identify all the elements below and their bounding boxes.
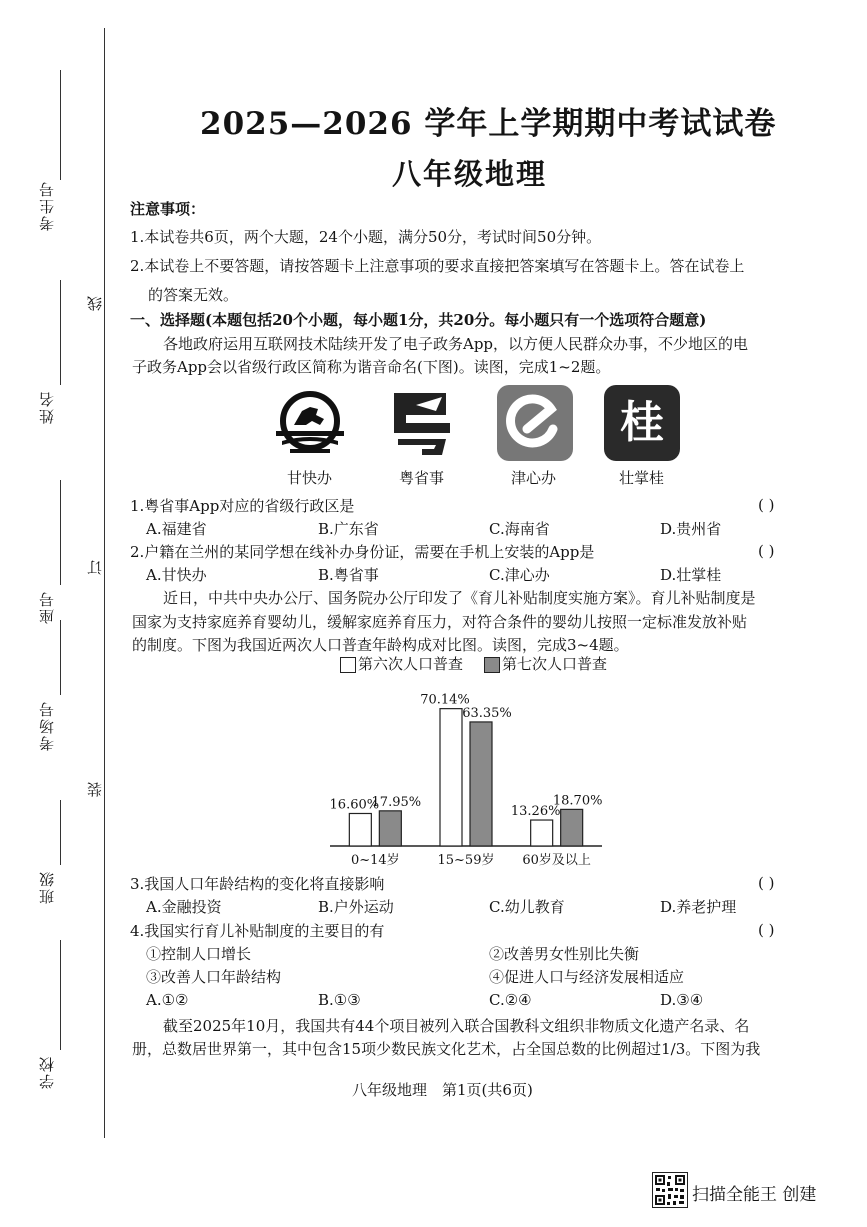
q2-answer-paren: ( ): [758, 542, 775, 560]
data-label-sixth-2: 13.26%: [510, 804, 561, 820]
data-label-sixth-0: 16.60%: [329, 797, 380, 813]
notes-heading: 注意事项：: [130, 200, 206, 218]
bar-seventh-0: [379, 811, 401, 846]
legend-swatch-sixth: [340, 657, 356, 673]
data-label-seventh-0: 17.95%: [371, 794, 422, 810]
class-field[interactable]: [60, 800, 61, 865]
q3-option-c: C.幼儿教育: [489, 898, 565, 916]
q3-option-d: D.养老护理: [660, 898, 737, 916]
q4-option-c: C.②④: [489, 991, 532, 1009]
intro-line-1: 各地政府运用互联网技术陆续开发了电子政务App，以方便人民群众办事，不少地区的电: [163, 335, 749, 353]
page-footer: 八年级地理 第1页(共6页): [352, 1081, 533, 1099]
passage3-line-2: 册，总数居世界第一，其中包含15项少数民族文化艺术，占全国总数的比例超过1/3。下图为我: [132, 1040, 761, 1058]
passage3-line-1: 截至2025年10月，我国共有44个项目被列入联合国教科文组织非物质文化遗产名录、名: [163, 1017, 750, 1035]
seat-no-field[interactable]: [60, 480, 61, 585]
q4-option-a: A.①②: [146, 991, 189, 1009]
bar-seventh-2: [561, 809, 583, 846]
q1-answer-paren: ( ): [758, 496, 775, 514]
q1-option-a: A.福建省: [146, 520, 207, 538]
intro-line-2: 子政务App会以省级行政区简称为谐音命名(下图)。读图，完成1~2题。: [132, 358, 611, 376]
q4-stem: 4.我国实行育儿补贴制度的主要目的有: [130, 922, 385, 940]
q2-option-b: B.粤省事: [318, 566, 379, 584]
section-heading: 一、选择题(本题包括20个小题，每小题1分，共20分。每小题只有一个选项符合题意): [130, 311, 707, 329]
class-label: 班级: [38, 870, 56, 904]
gui-logo-glyph: 桂: [620, 397, 664, 448]
data-label-sixth-1: 70.14%: [420, 692, 470, 708]
seat-no-label: 座号: [38, 590, 56, 624]
legend-swatch-seventh: [484, 657, 500, 673]
q1-option-c: C.海南省: [489, 520, 550, 538]
name-field[interactable]: [60, 280, 61, 385]
yue-logo-icon: [386, 385, 462, 461]
q2-stem: 2.户籍在兰州的某同学想在线补办身份证，需要在手机上安装的App是: [130, 543, 595, 561]
app-label-yue: 粤省事: [399, 469, 445, 487]
notes-item-2-cont: 的答案无效。: [148, 286, 239, 304]
category-label-2: 60岁及以上: [522, 853, 591, 868]
horse-logo-icon: [272, 385, 348, 461]
legend-label-seventh: 第七次人口普查: [502, 655, 608, 673]
bar-seventh-1: [470, 722, 492, 846]
q3-option-b: B.户外运动: [318, 898, 394, 916]
app-label-gan: 甘快办: [287, 469, 333, 487]
q4-answer-paren: ( ): [758, 921, 775, 939]
exam-no-label: 考生号: [38, 180, 56, 231]
exam-no-field[interactable]: [60, 70, 61, 180]
scanner-watermark: 扫描全能王 创建: [692, 1185, 817, 1205]
q1-option-d: D.贵州省: [660, 520, 722, 538]
q1-option-b: B.广东省: [318, 520, 379, 538]
q3-answer-paren: ( ): [758, 874, 775, 892]
name-label: 姓名: [38, 390, 56, 424]
notes-item-2: 2.本试卷上不要答题，请按答题卡上注意事项的要求直接把答案填写在答题卡上。答在试卷上: [130, 257, 745, 275]
cut-mark-zhuang: 装: [86, 782, 104, 797]
e-logo-icon: [497, 385, 573, 461]
school-field[interactable]: [60, 940, 61, 1050]
age-structure-chart: [320, 680, 620, 870]
exam-subtitle: 八年级地理: [392, 157, 548, 191]
q2-option-c: C.津心办: [489, 566, 550, 584]
bar-sixth-0: [349, 813, 371, 846]
passage2-line-2: 国家为支持家庭养育婴幼儿，缓解家庭养育压力，对符合条件的婴幼儿按照一定标准发放补贴: [132, 613, 748, 631]
q4-item-4: ④促进人口与经济发展相适应: [489, 968, 685, 986]
q2-option-a: A.甘快办: [146, 566, 207, 584]
bar-sixth-2: [531, 820, 553, 846]
passage2-line-3: 的制度。下图为我国近两次人口普查年龄构成对比图。读图，完成3~4题。: [132, 636, 629, 654]
data-label-seventh-2: 18.70%: [552, 793, 603, 809]
app-label-gui: 壮掌桂: [619, 469, 665, 487]
app-label-jin: 津心办: [511, 469, 557, 487]
q4-item-1: ①控制人口增长: [146, 945, 252, 963]
q4-item-3: ③改善人口年龄结构: [146, 968, 282, 986]
bar-sixth-1: [440, 709, 462, 846]
q2-option-d: D.壮掌桂: [660, 566, 722, 584]
qr-code-icon: [652, 1172, 688, 1208]
cut-mark-xian: 线: [86, 296, 104, 311]
q4-option-d: D.③④: [660, 991, 704, 1009]
passage2-line-1: 近日，中共中央办公厅、国务院办公厅印发了《育儿补贴制度实施方案》。育儿补贴制度是: [163, 589, 756, 607]
room-no-field[interactable]: [60, 620, 61, 695]
category-label-0: 0~14岁: [350, 853, 400, 868]
q4-option-b: B.①③: [318, 991, 361, 1009]
q1-stem: 1.粤省事App对应的省级行政区是: [130, 497, 355, 515]
notes-item-1: 1.本试卷共6页，两个大题，24个小题，满分50分，考试时间50分钟。: [130, 228, 602, 246]
q4-item-2: ②改善男女性别比失衡: [489, 945, 640, 963]
room-no-label: 考场号: [38, 700, 56, 751]
data-label-seventh-1: 63.35%: [462, 705, 512, 721]
legend-label-sixth: 第六次人口普查: [358, 655, 464, 673]
category-label-1: 15~59岁: [437, 853, 495, 868]
exam-title: 2025—2026 学年上学期期中考试试卷: [200, 106, 777, 142]
q3-stem: 3.我国人口年龄结构的变化将直接影响: [130, 875, 385, 893]
binding-line: [104, 28, 105, 1138]
gui-logo-icon: [604, 385, 680, 461]
q3-option-a: A.金融投资: [146, 898, 222, 916]
cut-mark-ding: 订: [86, 560, 104, 575]
school-label: 学校: [38, 1055, 56, 1089]
